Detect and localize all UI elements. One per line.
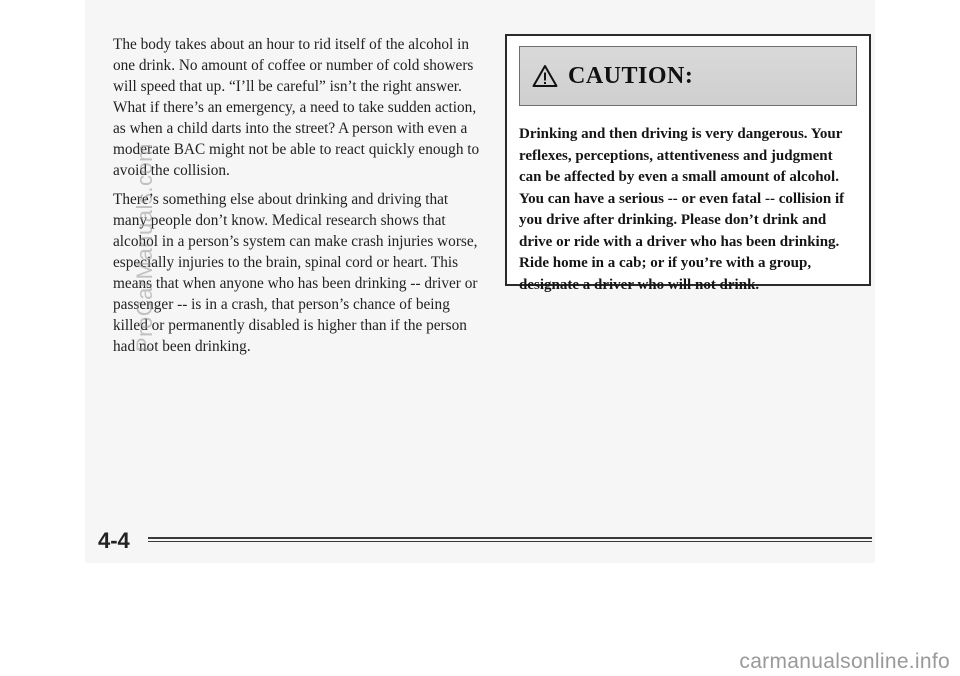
footer-rule — [148, 537, 872, 542]
body-paragraph: The body takes about an hour to rid itself of the alcohol in one drink. No amount of coffee or number of cold showers will speed that up. “I’ll be careful” isn’t the right answer. What if there’s an emergency, a need to take sudden action, as when a child darts into the street? A person with even a moderate BAC might not be able to react quickly enough to avoid the collision. — [113, 36, 480, 179]
caution-header — [519, 46, 857, 106]
caution-text: Drinking and then driving is very dangerous. Your reflexes, perceptions, attentiveness and judgment can be affected by even a small amount of alcohol. You can have a serious -- or even fatal -- collision if you drive after drinking. Please don’t drink and drive or ride with a driver who has been drinking. Ride home in a cab; or if you’re with a group, designate a driver who will not drink. — [519, 126, 845, 293]
body-paragraph: There’s something else about drinking and driving that many people don’t know. Medical research shows that alcohol in a person’s system can make crash injuries worse, especially injuries to the brain, spinal cord or heart. This means that when anyone who has been drinking -- driver or passenger -- is in a crash, that person’s chance of being killed or permanently disabled is higher than if the person had not been drinking. — [113, 191, 478, 355]
caution-box — [505, 34, 871, 293]
page-number: 4-4 — [98, 528, 130, 553]
warning-triangle-icon — [532, 64, 558, 88]
body-text-column — [113, 34, 483, 365]
watermark-vertical: ProCarManuals.com — [132, 142, 157, 352]
watermark-bottom: carmanualsonline.info — [739, 650, 950, 673]
caution-title: CAUTION: — [568, 62, 694, 89]
